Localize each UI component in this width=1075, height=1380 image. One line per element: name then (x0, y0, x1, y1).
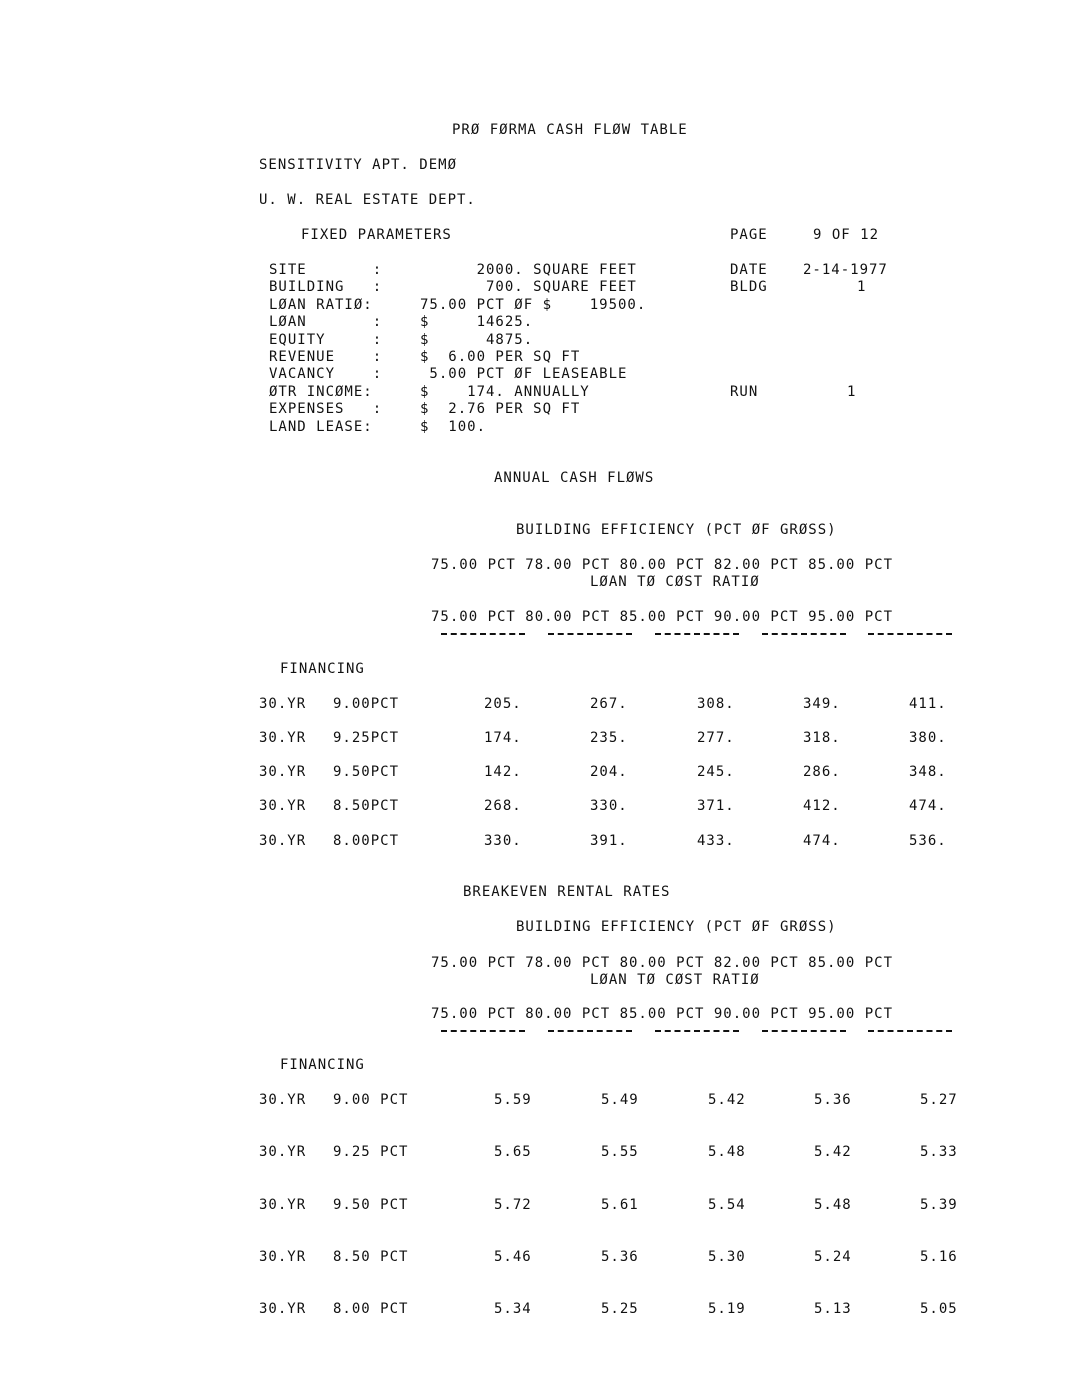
cash-efficiency-values: 75.00 PCT 78.00 PCT 80.00 PCT 82.00 PCT 85.00 PCT (431, 557, 894, 573)
table-cell: 5.42 (814, 1144, 852, 1160)
fixed-param-label: ØTR INCØME: (269, 383, 373, 400)
column-dash (868, 1030, 952, 1032)
date-value: 2-14-1977 (803, 262, 888, 278)
fixed-param-label: BUILDING : (269, 279, 383, 296)
table-cell: 433. (697, 833, 735, 849)
financing-rate: 8.50 PCT (333, 1249, 409, 1265)
table-cell: 348. (909, 764, 947, 780)
table-cell: 5.24 (814, 1249, 852, 1265)
table-cell: 5.13 (814, 1301, 852, 1317)
table-cell: 5.39 (920, 1197, 958, 1213)
table-cell: 412. (803, 798, 841, 814)
cash-ltc-values: 75.00 PCT 80.00 PCT 85.00 PCT 90.00 PCT 95.00 PCT (431, 609, 894, 625)
breakeven-ltc-values: 75.00 PCT 80.00 PCT 85.00 PCT 90.00 PCT 95.00 PCT (431, 1006, 894, 1022)
column-dash (655, 633, 739, 635)
table-cell: 5.34 (494, 1301, 532, 1317)
table-cell: 5.27 (920, 1092, 958, 1108)
table-cell: 380. (909, 730, 947, 746)
financing-term: 30.YR (259, 1301, 307, 1317)
run-label: RUN (730, 384, 759, 400)
table-cell: 308. (697, 696, 735, 712)
table-cell: 5.33 (920, 1144, 958, 1160)
financing-rate: 8.50PCT (333, 798, 400, 814)
fixed-param-label: SITE : (269, 262, 383, 278)
table-cell: 5.25 (601, 1301, 639, 1317)
table-cell: 371. (697, 798, 735, 814)
table-cell: 5.72 (494, 1197, 532, 1213)
financing-rate: 8.00 PCT (333, 1301, 409, 1317)
financing-term: 30.YR (259, 833, 307, 849)
cash-flows-heading: ANNUAL CASH FLØWS (494, 470, 655, 486)
column-dash (762, 633, 846, 635)
breakeven-financing-label: FINANCING (280, 1057, 365, 1073)
table-cell: 5.05 (920, 1301, 958, 1317)
breakeven-ltc-label: LØAN TØ CØST RATIØ (590, 972, 760, 988)
table-cell: 142. (484, 764, 522, 780)
financing-term: 30.YR (259, 1092, 307, 1108)
fixed-param-label: LØAN RATIØ: (269, 296, 373, 313)
column-dash (762, 1030, 846, 1032)
run-value: 1 (847, 384, 857, 400)
table-cell: 235. (590, 730, 628, 746)
table-cell: 5.65 (494, 1144, 532, 1160)
fixed-param-label: LØAN : (269, 314, 383, 331)
fixed-param-value: $ 14625. (420, 314, 534, 331)
table-cell: 245. (697, 764, 735, 780)
financing-rate: 9.25 PCT (333, 1144, 409, 1160)
table-cell: 204. (590, 764, 628, 780)
cash-financing-label: FINANCING (280, 661, 365, 677)
table-cell: 5.49 (601, 1092, 639, 1108)
financing-rate: 9.50PCT (333, 764, 400, 780)
breakeven-efficiency-label: BUILDING EFFICIENCY (PCT ØF GRØSS) (516, 919, 837, 935)
financing-rate: 9.50 PCT (333, 1197, 409, 1213)
table-cell: 5.46 (494, 1249, 532, 1265)
fixed-param-label: VACANCY : (269, 366, 383, 383)
fixed-param-value: 2000. SQUARE FEET (420, 262, 637, 278)
financing-rate: 9.00 PCT (333, 1092, 409, 1108)
cash-ltc-label: LØAN TØ CØST RATIØ (590, 574, 760, 590)
column-dash (441, 633, 525, 635)
table-cell: 318. (803, 730, 841, 746)
subtitle-project: SENSITIVITY APT. DEMØ (259, 157, 458, 173)
table-cell: 5.36 (601, 1249, 639, 1265)
financing-term: 30.YR (259, 798, 307, 814)
table-cell: 5.48 (708, 1144, 746, 1160)
financing-term: 30.YR (259, 730, 307, 746)
table-cell: 174. (484, 730, 522, 746)
table-cell: 5.30 (708, 1249, 746, 1265)
financing-term: 30.YR (259, 1144, 307, 1160)
table-cell: 277. (697, 730, 735, 746)
fixed-param-label: LAND LEASE: (269, 418, 373, 435)
financing-term: 30.YR (259, 1197, 307, 1213)
table-cell: 5.59 (494, 1092, 532, 1108)
page-value: 9 OF 12 (813, 227, 880, 243)
column-dash (441, 1030, 525, 1032)
column-dash (655, 1030, 739, 1032)
column-dash (548, 1030, 632, 1032)
fixed-param-value: $ 174. ANNUALLY (420, 383, 590, 400)
table-cell: 5.48 (814, 1197, 852, 1213)
financing-rate: 8.00PCT (333, 833, 400, 849)
table-cell: 5.55 (601, 1144, 639, 1160)
date-label: DATE (730, 262, 768, 278)
fixed-parameters-heading: FIXED PARAMETERS (301, 227, 452, 243)
table-cell: 5.36 (814, 1092, 852, 1108)
bldg-label: BLDG (730, 279, 768, 295)
table-cell: 391. (590, 833, 628, 849)
table-cell: 286. (803, 764, 841, 780)
table-cell: 349. (803, 696, 841, 712)
financing-rate: 9.25PCT (333, 730, 400, 746)
bldg-value: 1 (857, 279, 867, 295)
breakeven-efficiency-values: 75.00 PCT 78.00 PCT 80.00 PCT 82.00 PCT 85.00 PCT (431, 955, 894, 971)
breakeven-heading: BREAKEVEN RENTAL RATES (463, 884, 671, 900)
page-title: PRØ FØRMA CASH FLØW TABLE (452, 122, 688, 138)
table-cell: 5.61 (601, 1197, 639, 1213)
table-cell: 5.16 (920, 1249, 958, 1265)
column-dash (868, 633, 952, 635)
table-cell: 411. (909, 696, 947, 712)
financing-term: 30.YR (259, 764, 307, 780)
fixed-param-value: $ 4875. (420, 331, 534, 348)
financing-term: 30.YR (259, 696, 307, 712)
fixed-param-label: REVENUE : (269, 349, 383, 365)
table-cell: 267. (590, 696, 628, 712)
cash-efficiency-label: BUILDING EFFICIENCY (PCT ØF GRØSS) (516, 522, 837, 538)
fixed-param-value: 5.00 PCT ØF LEASEABLE (420, 366, 628, 383)
table-cell: 268. (484, 798, 522, 814)
table-cell: 536. (909, 833, 947, 849)
fixed-param-value: $ 2.76 PER SQ FT (420, 401, 581, 418)
subtitle-department: U. W. REAL ESTATE DEPT. (259, 192, 476, 208)
financing-term: 30.YR (259, 1249, 307, 1265)
table-cell: 330. (484, 833, 522, 849)
fixed-param-label: EXPENSES : (269, 401, 383, 418)
fixed-param-value: $ 6.00 PER SQ FT (420, 349, 581, 365)
table-cell: 474. (909, 798, 947, 814)
financing-rate: 9.00PCT (333, 696, 400, 712)
fixed-param-value: 700. SQUARE FEET (420, 279, 637, 296)
fixed-param-value: 75.00 PCT ØF $ 19500. (420, 296, 647, 313)
fixed-param-label: EQUITY : (269, 331, 383, 348)
table-cell: 330. (590, 798, 628, 814)
column-dash (548, 633, 632, 635)
table-cell: 205. (484, 696, 522, 712)
fixed-param-value: $ 100. (420, 418, 487, 435)
table-cell: 474. (803, 833, 841, 849)
table-cell: 5.19 (708, 1301, 746, 1317)
table-cell: 5.54 (708, 1197, 746, 1213)
table-cell: 5.42 (708, 1092, 746, 1108)
page-label: PAGE (730, 227, 768, 243)
